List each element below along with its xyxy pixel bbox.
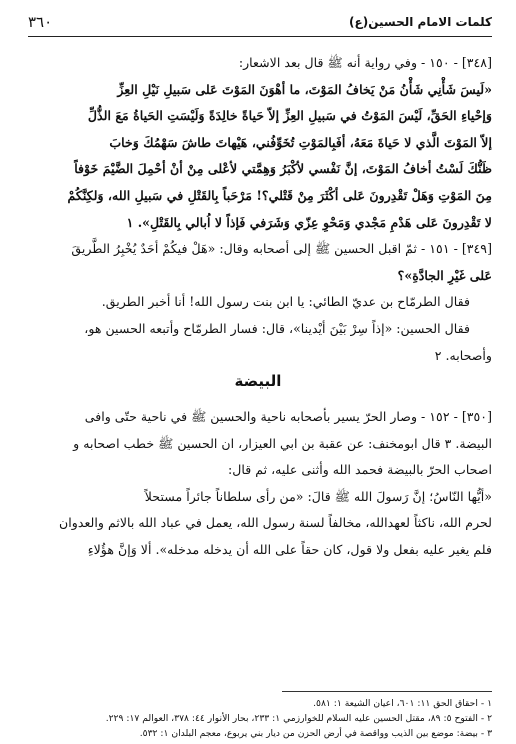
main-text-continued — [28, 404, 492, 564]
text-line: لحرم الله، ناكثاً لعهدالله، مخالفاً لسنة رسول الله، يعمل في عباد الله بالاثم والعدوان — [59, 515, 492, 531]
section-heading: البيضة — [234, 372, 282, 390]
quote-line: عَلى غَيْرِ الجادَّةِ»؟ — [397, 267, 492, 283]
paragraph-348-intro: [٣٤٨] - ١٥٠ - وفي رواية أنه ﷺ قال بعد الاشعار: — [238, 55, 492, 70]
book-title: كلمات الامام الحسين(ع) — [349, 15, 492, 29]
footnote-divider — [282, 691, 492, 692]
text-line: فقال الطرمّاح بن عديّ الطائي: يا ابن بنت رسول الله! أنا أخبر الطريق. — [101, 294, 470, 310]
quote-line: ظَنُّكَ لَسْتُ أخافُ المَوْتَ، إنَّ نَفْسي لأكْبَرُ وَهِمَّتي لأعْلى مِنْ أنْ أحْمِلَ الضَّيْمَ خَوْفاً — [74, 161, 492, 177]
text-line: «أيُّها النّاسُ؛ إنَّ رَسولَ الله ﷺ قالَ: «من رأى سلطاناً جائراً مستحلاً — [144, 488, 492, 504]
paragraph-350: [٣٥٠] - ١٥٢ - وصار الحرّ يسير بأصحابه ناحية والحسين ﷺ في ناحية حتّى وافى — [84, 409, 492, 424]
footnote-1: ١ - احقاق الحق ١١: ٦٠١، اعيان الشيعة ١: ٥٨١. — [313, 698, 492, 709]
footnote-2: ٢ - الفتوح ٥: ٨٩، مقتل الحسين عليه السلام للخوارزمي ١: ٢٣٣، بحار الأنوار ٤٤: ٣٧٨، العوالم ١٧: ٢٢٩. — [105, 713, 492, 724]
quote-line: مِنَ المَوْتِ وَهَلْ تَقْدِرونَ عَلى أكْثَرَ مِنْ قَتْلي؟! مَرْحَباً بِالقَتْلِ في سَبيلِ الله، وَلكِنَّكُمْ — [67, 187, 492, 203]
main-text — [28, 50, 492, 369]
quote-line: إلاّ المَوْتَ الَّذي لا حَياةَ مَعَهُ، أفَبِالمَوْتِ تُخَوِّفُني، هَيْهاتَ طاشَ سَهْمُكَ وَخابَ — [109, 134, 492, 150]
footnotes — [28, 696, 492, 741]
paragraph-349: [٣٤٩] - ١٥١ - ثمّ اقبل الحسين ﷺ إلى أصحابه وقال: «هَلْ فيكُمْ أحَدٌ يُخْبِرُ الطَّريقَ — [71, 241, 492, 257]
quote-line: وَإحْياءِ الحَقِّ، لَيْسَ المَوْتُ في سَبيلِ العِزِّ إلاّ حَياةً خالِدَةً وَلَيْسَتِ الحَياةُ مَعَ الذُّلِّ — [87, 108, 492, 124]
quote-line: لا تَقْدِرونَ عَلى هَدْمِ مَجْدي وَمَحْوِ عِزّي وَشَرَفي فَإذاً لا اُبالي بِالقَتْلِ». ١ — [126, 214, 492, 230]
quote-line: «لَيسَ شَأْنِي شَأْنُ مَنْ يَخافُ المَوْتَ، ما أهْوَنَ المَوْتَ عَلى سَبيلِ نَيْلِ العِزِّ — [117, 81, 492, 97]
footnote-3: ٣ - بيضة: موضع بين الذيب وواقصة في أرض الحزن من ديار بني يربوع، معجم البلدان ١: ٥٣٢. — [139, 728, 492, 739]
page-number: ٣٦٠ — [28, 13, 53, 31]
text-line: اصحاب الحرّ بالبيضة فحمد الله وأثنى عليه، ثم قال: — [227, 462, 492, 478]
text-line: فلم يغير عليه بفعل ولا قول، كان حقاً على الله أن يدخله مدخله». ألا وَإنَّ هؤُلاءِ — [87, 541, 492, 557]
text-line: فقال الحسين: «إذاً سِرْ بَيْنَ أيْدينا»، قال: فسار الطرمّاح وأتبعه الحسين هو، — [84, 320, 470, 336]
text-line: البيضة. ٣ قال ابومخنف: عن عقبة بن ابي العيزار، ان الحسين ﷺ خطب اصحابه و — [73, 435, 492, 451]
running-header — [28, 8, 492, 37]
text-line: وأصحابه. ٢ — [434, 347, 492, 363]
